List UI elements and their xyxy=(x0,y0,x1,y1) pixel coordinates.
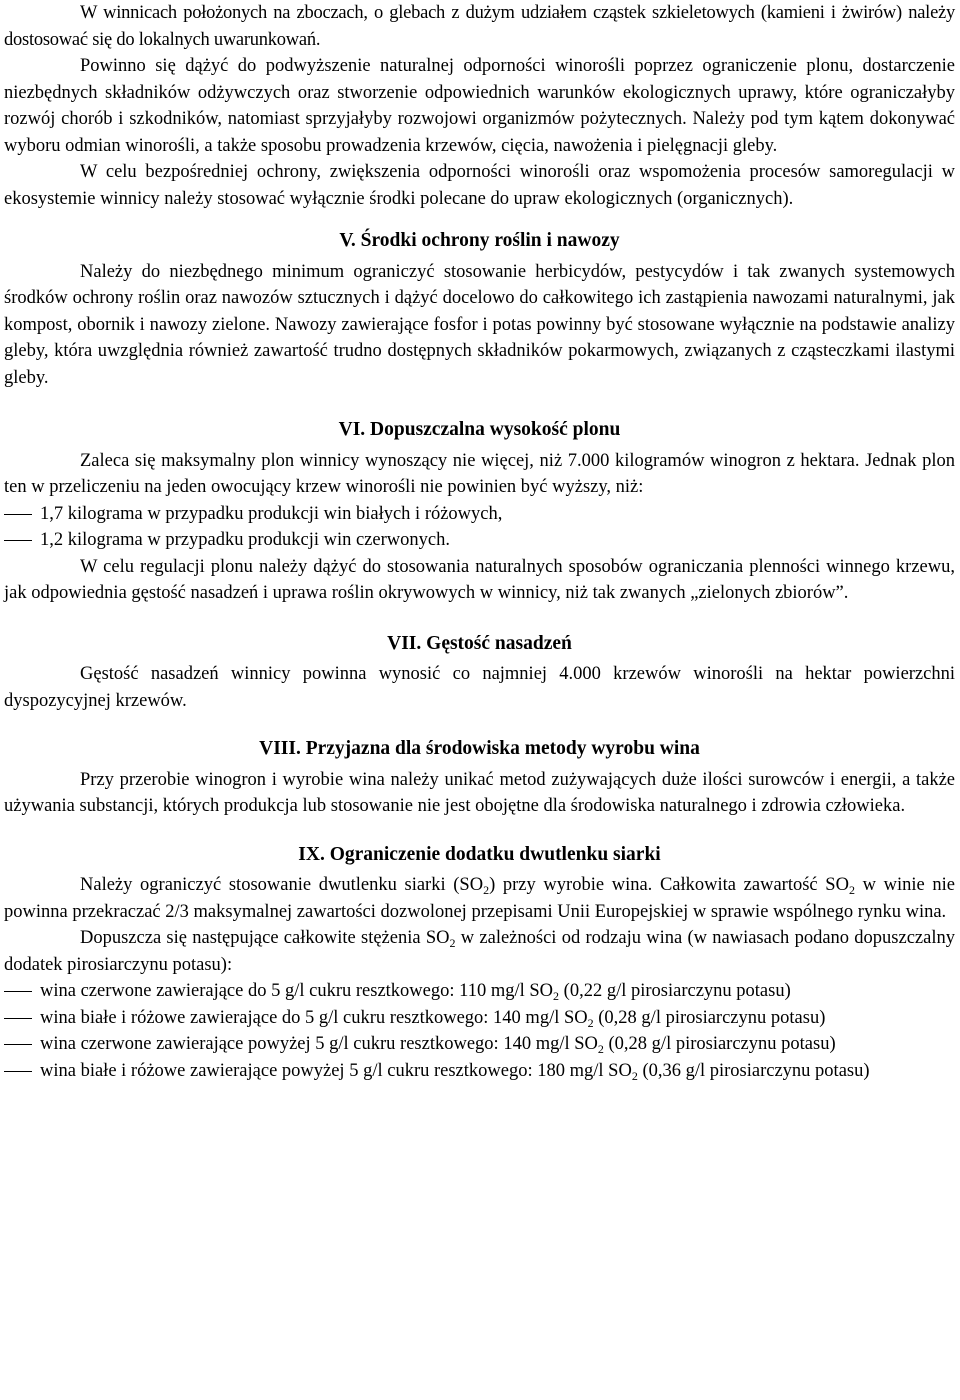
dash-bullet xyxy=(4,991,32,992)
section-9 xyxy=(4,842,955,869)
section-6 xyxy=(4,417,955,444)
section-9-paragraph-2: Dopuszcza się następujące całkowite stężenia $SO_2$ w zależności od rodzaju wina (w nawiasach podano dopuszczalny dodatek pirosiarczynu potasu): xyxy=(4,928,955,975)
section-5-heading: V. Środki ochrony roślin i nawozy xyxy=(339,230,620,251)
section-7-heading: VII. Gęstość nasadzeń xyxy=(387,632,572,654)
list-item xyxy=(4,1005,955,1032)
dash-bullet xyxy=(4,1044,32,1045)
section-6-heading: VI. Dopuszczalna wysokość plonu xyxy=(338,419,621,440)
list-item xyxy=(4,978,955,1005)
section-7-paragraph-1: Gęstość nasadzeń winnicy powinna wynosić co najmniej 4.000 krzewów winorośli na hektar powierzchni dyspozycyjnej krzewów. xyxy=(4,664,955,711)
section-5-paragraph-1: Należy do niezbędnego minimum ograniczyć stosowanie herbicydów, pestycydów i tak zwanych systemowych środków ochrony roślin oraz nawozów sztucznych i dążyć docelowo do całkowitego ich zastąpienia nawozami naturalnymi, jak kompost, obornik i nawozy zielone. Nawozy zawierające fosfor i potas powinny być stosowane wyłącznie na podstawie analizy gleby, która uwzględnia również zawartość trudno dostępnych składników pokarmowych, związanych z cząsteczkami ilastymi gleby. xyxy=(4,261,955,388)
list-item-text: wina czerwone zawierające do 5 g/l cukru resztkowego: 110 mg/l $SO_2$ (0,22 g/l pirosiarczynu potasu) xyxy=(40,981,791,1003)
list-item xyxy=(4,1058,955,1085)
intro-paragraph-3: W celu bezpośredniej ochrony, zwiększenia odporności winorośli oraz wspomożenia procesów samoregulacji w ekosystemie winnicy należy stosować wyłącznie środki polecane do upraw ekologicznych (organicznych). xyxy=(4,162,955,209)
list-item xyxy=(4,501,955,528)
section-9-paragraph-1: Należy ograniczyć stosowanie dwutlenku siarki $(SO_2)$ przy wyrobie wina. Całkowita zawartość $SO_2$ w winie nie powinna przekraczać 2/3 maksymalnej zawartości dozwolonej przepisami Unii Europejskiej w sprawie wspólnego rynku wina. xyxy=(4,875,956,922)
section-8-paragraph-1: Przy przerobie winogron i wyrobie wina należy unikać metod zużywających duże ilości surowców i energii, a także używania substancji, których produkcja lub stosowanie nie jest obojętne dla środowiska naturalnego i zdrowia człowieka. xyxy=(4,769,955,816)
intro-paragraph-2: Powinno się dążyć do podwyższenie naturalnej odporności winorośli poprzez ograniczenie plonu, dostarczenie niezbędnych składników odżywczych oraz stworzenie odpowiednich warunków ekologicznych uprawy, które ograniczałyby rozwój chorób i szkodników, natomiast sprzyjałyby rozwojowi organizmów pożytecznych. Należy pod tym kątem dokonywać wyboru odmian winorośli, a także sposobu prowadzenia krzewów, cięcia, nawożenia i pielęgnacji gleby. xyxy=(4,56,955,156)
dash-bullet xyxy=(4,540,32,541)
section-5 xyxy=(4,228,955,255)
dash-bullet xyxy=(4,514,32,515)
list-item-text: wina białe i różowe zawierające do 5 g/l cukru resztkowego: 140 mg/l $SO_2$ (0,28 g/l pirosiarczynu potasu) xyxy=(40,1007,826,1030)
list-item-text: wina czerwone zawierające powyżej 5 g/l cukru resztkowego: 140 mg/l $SO_2$ (0,28 g/l pirosiarczynu potasu) xyxy=(40,1034,836,1056)
list-item xyxy=(4,527,955,554)
list-item xyxy=(4,1031,955,1058)
section-8 xyxy=(4,736,955,763)
list-item-text: 1,7 kilograma w przypadku produkcji win białych i różowych, xyxy=(40,503,503,524)
dash-bullet xyxy=(4,1018,32,1019)
section-9-heading: IX. Ograniczenie dodatku dwutlenku siarki xyxy=(298,843,661,865)
dash-bullet xyxy=(4,1071,32,1072)
intro-paragraph-1: W winnicach położonych na zboczach, o glebach z dużym udziałem cząstek szkieletowych (kamieni i żwirów) należy dostosować się do lokalnych uwarunkowań. xyxy=(4,3,955,50)
list-item-text: wina białe i różowe zawierające powyżej 5 g/l cukru resztkowego: 180 mg/l $SO_2$ (0,36 g/l pirosiarczynu potasu) xyxy=(40,1060,870,1083)
section-7 xyxy=(4,631,955,658)
section-6-paragraph-2: W celu regulacji plonu należy dążyć do stosowania naturalnych sposobów ograniczania plenności winnego krzewu, jak odpowiednia gęstość nasadzeń i uprawa roślin okrywowych w winnicy, niż tak zwanych „zielonych zbiorów”. xyxy=(4,556,955,603)
section-6-paragraph-1: Zaleca się maksymalny plon winnicy wynoszący nie więcej, niż 7.000 kilogramów winogron z hektara. Jednak plon ten w przeliczeniu na jeden owocujący krzew winorośli nie powinien być wyższy, niż: xyxy=(4,450,955,497)
section-8-heading: VIII. Przyjazna dla środowiska metody wyrobu wina xyxy=(259,738,700,759)
list-item-text: 1,2 kilograma w przypadku produkcji win czerwonych. xyxy=(40,530,450,550)
